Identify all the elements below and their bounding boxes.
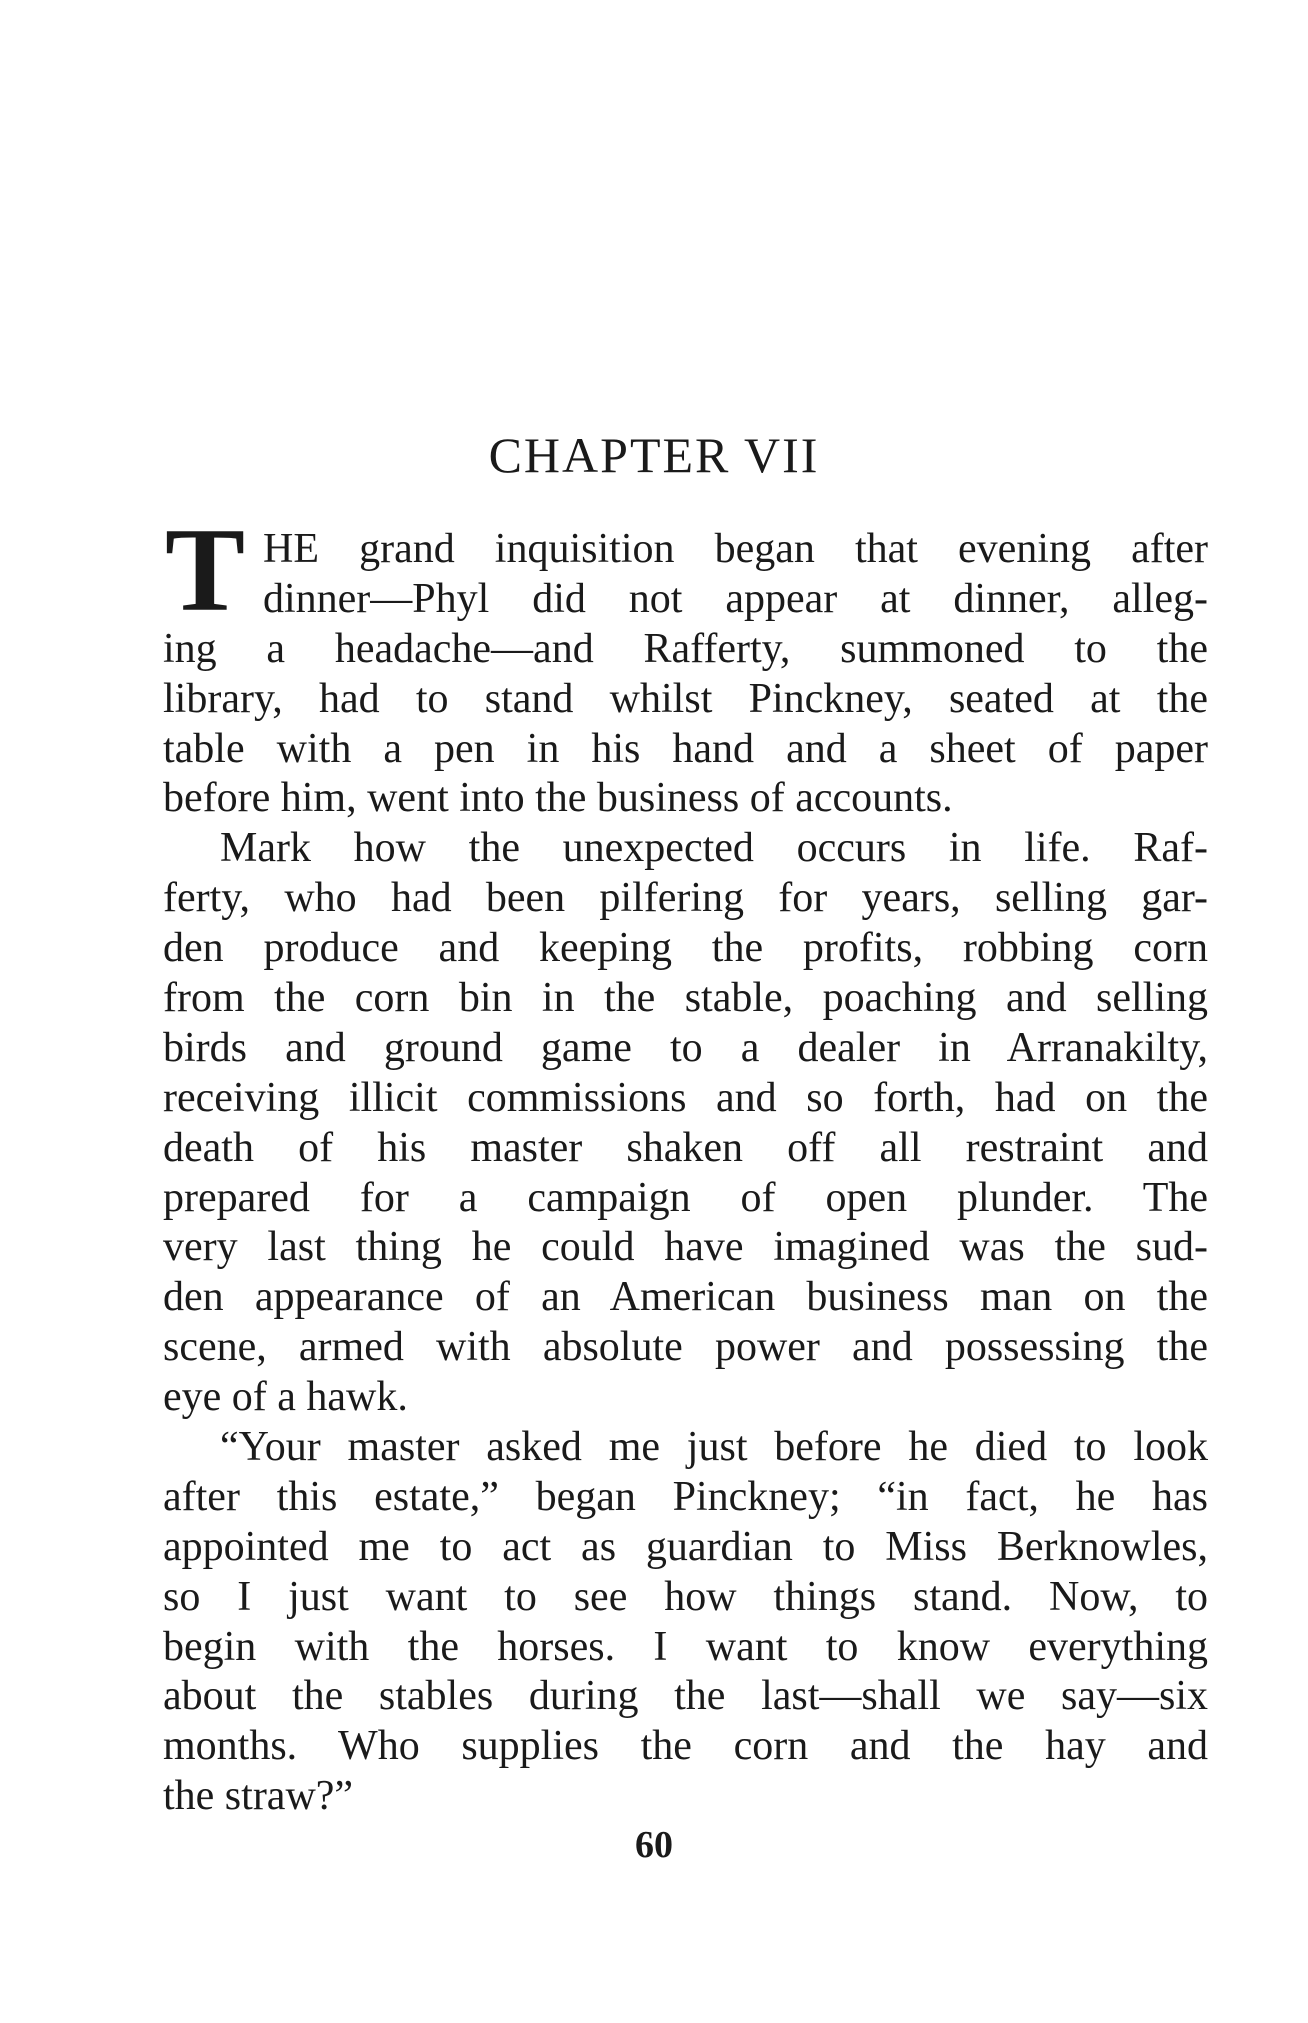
chapter-heading: CHAPTER VII (488, 427, 820, 483)
text-line: dinner—Phyl did not appear at dinner, alleg- (263, 575, 1208, 622)
text-line: after this estate,” began Pinckney; “in fact, he has (163, 1473, 1208, 1520)
text-line: Mark how the unexpected occurs in life. Raf- (220, 825, 1208, 872)
body-text (163, 525, 1208, 1822)
paragraph-3 (163, 1423, 1208, 1822)
text-line: table with a pen in his hand and a sheet of paper (163, 725, 1208, 772)
text-line: so I just want to see how things stand. Now, to (163, 1573, 1208, 1620)
text-line: very last thing he could have imagined was the sud- (163, 1224, 1208, 1271)
text-line: death of his master shaken off all restraint and (163, 1124, 1208, 1171)
text-line: eye of a hawk. (163, 1374, 408, 1421)
drop-cap-letter: T (165, 503, 246, 636)
paragraph-2 (163, 824, 1208, 1423)
text-line: from the corn bin in the stable, poaching and selling (163, 975, 1208, 1022)
text-line: before him, went into the business of accounts. (163, 775, 953, 822)
text-line: appointed me to act as guardian to Miss Berknowles, (163, 1523, 1208, 1570)
text-line: birds and ground game to a dealer in Arranakilty, (163, 1024, 1208, 1071)
text-line: ing a headache—and Rafferty, summoned to the (163, 625, 1208, 672)
text-line: den produce and keeping the profits, robbing corn (163, 925, 1208, 972)
text-line: the straw?” (163, 1773, 354, 1820)
text-line: receiving illicit commissions and so forth, had on the (163, 1074, 1208, 1121)
page-number: 60 (635, 1824, 673, 1866)
text-line: begin with the horses. I want to know everything (163, 1623, 1208, 1670)
text-line: prepared for a campaign of open plunder. The (163, 1174, 1208, 1221)
text-line: library, had to stand whilst Pinckney, seated at the (163, 675, 1208, 722)
text-line: “Your master asked me just before he died to look (220, 1424, 1208, 1471)
text-line: months. Who supplies the corn and the hay and (163, 1723, 1208, 1770)
text-line: scene, armed with absolute power and possessing the (163, 1324, 1208, 1371)
text-line: den appearance of an American business man on the (163, 1274, 1208, 1321)
text-line: about the stables during the last—shall we say—six (163, 1673, 1208, 1720)
paragraph-1 (163, 525, 1208, 824)
text-line: HE grand inquisition began that evening after (263, 526, 1208, 572)
text-line: ferty, who had been pilfering for years, selling gar- (163, 875, 1208, 922)
